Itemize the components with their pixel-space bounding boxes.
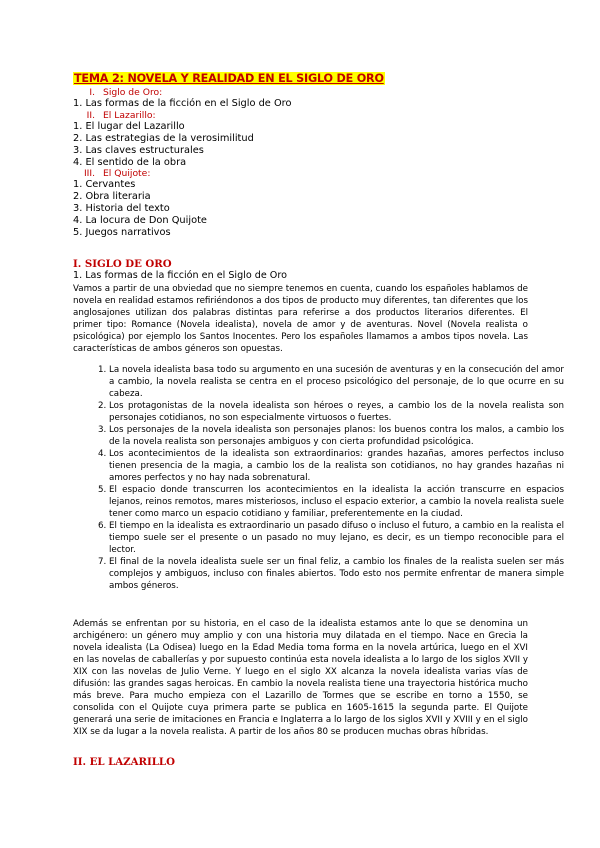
section-subheading: 1. Las formas de la ficción en el Siglo de Oro <box>73 270 287 281</box>
outline-section-number: I. <box>89 87 95 98</box>
list-item: 3. Los personajes de la novela idealista son personajes planos: los buenos contra los malos, a cambio los de la novela realista son personajes ambiguos y con cierta profundidad psicológica. <box>109 424 564 448</box>
outline-item: 1. El lugar del Lazarillo <box>73 121 185 132</box>
outline-section-label: El Lazarillo: <box>103 110 156 121</box>
section-heading: I. SIGLO DE ORO <box>73 258 172 270</box>
outline-item: 1. Las formas de la ficción en el Siglo de Oro <box>73 98 292 109</box>
outline-section-label: El Quijote: <box>103 168 151 179</box>
outline-section-1 <box>73 87 162 98</box>
list-item: 1. La novela idealista basa todo su argumento en una sucesión de aventuras y en la consecución del amor a cambio, la novela realista se centra en el proceso psicológico del personaje, de lo que ocurre en su cabeza. <box>109 364 564 400</box>
section-heading: II. EL LAZARILLO <box>73 756 175 768</box>
outline-item: 2. Las estrategias de la verosimilitud <box>73 133 254 144</box>
list-item: 6. El tiempo en la idealista es extraordinario un pasado difuso o incluso el futuro, a cambio en la realista el tiempo suele ser el presente o un pasado no muy lejano, es decir, es un tiempo reconocible para el lector. <box>109 520 564 556</box>
outline-item: 4. La locura de Don Quijote <box>73 215 207 226</box>
outline-item: 1. Cervantes <box>73 179 136 190</box>
list-item: 5. El espacio donde transcurren los acontecimientos en la idealista la acción transcurre en espacios lejanos, reinos remotos, mares misteriosos, incluso el espacio exterior, a cambio la novela realista suele tener como marco un espacio cotidiano y familiar, preferentemente en la ciudad. <box>109 484 564 520</box>
history-paragraph: Además se enfrentan por su historia, en el caso de la idealista estamos ante lo que se denomina un archigénero: un género muy amplio y con una historia muy dilatada en el tiempo. Nace en Grecia la novela idealista (La Odisea) luego en la Edad Media toma forma en la novela artúrica, luego en el XVI en las novelas de caballerías y por supuesto continúa esta novela idealista a lo largo de los siglos XVII y XIX con las novelas de Julio Verne. Y luego en el siglo XX alcanza la novela idealista varias vías de difusión: las grandes sagas heroicas. En cambio la novela realista tiene una trayectoria histórica mucho más breve. Para mucho empieza con el Lazarillo de Tormes que se escribe en torno a 1550, se consolida con el Quijote cuya primera parte se publica en 1605-1615 la segunda parte. El Quijote generará una serie de imitaciones en Francia e Inglaterra a lo largo de los siglos XVII y XVIII y en el siglo XIX se da lugar a la novela realista. A partir de los años 80 se producen muchas obras híbridas. <box>73 619 528 737</box>
list-item: 7. El final de la novela idealista suele ser un final feliz, a cambio los finales de la realista suelen ser más complejos y ambiguos, incluso con finales abiertos. Todo esto nos permite enfrentar de manera simple ambos géneros. <box>109 556 564 592</box>
comparison-list <box>73 364 564 592</box>
outline-item: 3. Las claves estructurales <box>73 145 204 156</box>
document-title: TEMA 2: NOVELA Y REALIDAD EN EL SIGLO DE ORO <box>74 72 384 85</box>
outline-item: 4. El sentido de la obra <box>73 157 187 168</box>
outline-section-3 <box>73 168 150 179</box>
list-item: 2. Los protagonistas de la novela idealista son héroes o reyes, a cambio los de la novela realista son personajes cotidianos, no son especialmente virtuosos o fuertes. <box>109 400 564 424</box>
outline-section-number: III. <box>83 168 95 179</box>
outline-item: 3. Historia del texto <box>73 203 170 214</box>
outline-section-2 <box>73 110 156 121</box>
outline-item: 5. Juegos narrativos <box>73 227 171 238</box>
intro-paragraph: Vamos a partir de una obviedad que no siempre tenemos en cuenta, cuando los españoles hablamos de novela en realidad estamos refiriéndonos a dos tipos de producto muy diferentes, tan diferentes que los anglosajones utilizan dos palabras distintas para referirse a dos productos literarios diferentes. El primer tipo: Romance (Novela idealista), novela de amor y de aventuras. Novel (Novela realista o psicológica) por ejemplo los Santos Inocentes. Pero los españoles llamamos a ambos tipos novela. Las características de ambos géneros son opuestas. <box>73 284 528 354</box>
outline-section-number: II. <box>86 110 95 121</box>
outline-item: 2. Obra literaria <box>73 191 151 202</box>
outline-section-label: Siglo de Oro: <box>103 87 163 98</box>
list-item: 4. Los acontecimientos de la idealista son extraordinarios: grandes hazañas, amores perfectos incluso tienen presencia de la magia, a cambio los de la realista son cotidianos, no hay grandes hazañas ni amores perfectos y no hay nada sobrenatural. <box>109 448 564 484</box>
